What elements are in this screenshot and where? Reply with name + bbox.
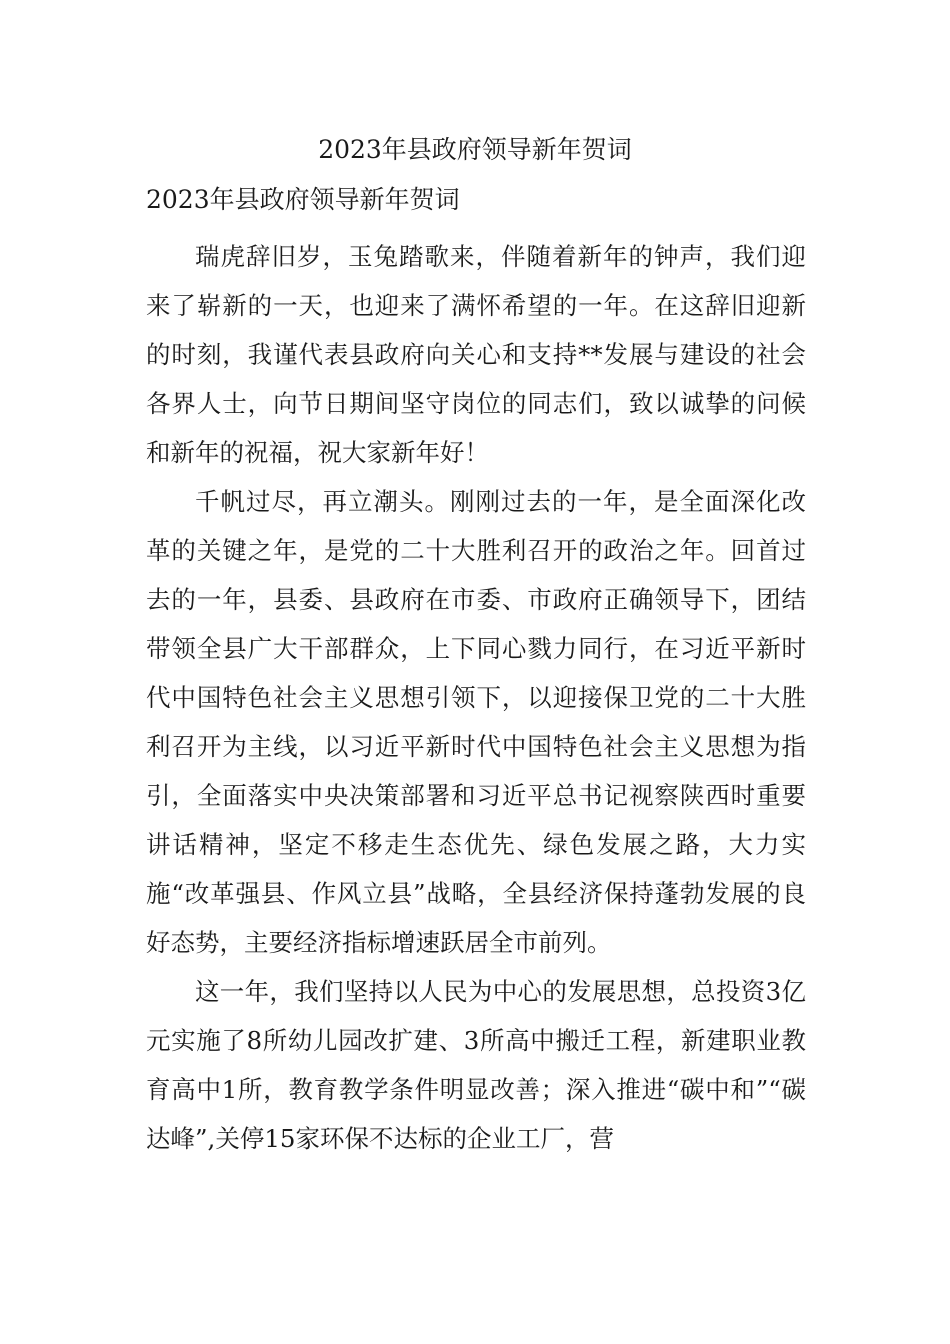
document-subtitle: 2023年县政府领导新年贺词 bbox=[146, 185, 460, 214]
paragraph-achievements: 这一年，我们坚持以人民为中心的发展思想，总投资3亿元实施了8所幼儿园改扩建、3所高中搬迁工程，新建职业教育高中1所，教育教学条件明显改善；深入推进“碳中和”“碳达峰”,关停15家环保不达标的企业工厂，营 bbox=[146, 977, 806, 1153]
document-title: 2023年县政府领导新年贺词 bbox=[318, 135, 632, 164]
paragraph-review: 千帆过尽，再立潮头。刚刚过去的一年，是全面深化改革的关键之年，是党的二十大胜利召开的政治之年。回首过去的一年，县委、县政府在市委、市政府正确领导下，团结带领全县广大干部群众，上下同心戮力同行，在习近平新时代中国特色社会主义思想引领下，以迎接保卫党的二十大胜利召开为主线，以习近平新时代中国特色社会主义思想为指引，全面落实中央决策部署和习近平总书记视察陕西时重要讲话精神，坚定不移走生态优先、绿色发展之路，大力实施“改革强县、作风立县”战略，全县经济保持蓬勃发展的良好态势，主要经济指标增速跃居全市前列。 bbox=[146, 487, 806, 957]
document-body bbox=[146, 232, 806, 1163]
paragraph-greeting: 瑞虎辞旧岁，玉兔踏歌来，伴随着新年的钟声，我们迎来了崭新的一天，也迎来了满怀希望的一年。在这辞旧迎新的时刻，我谨代表县政府向关心和支持**发展与建设的社会各界人士，向节日期间坚守岗位的同志们，致以诚挚的问候和新年的祝福，祝大家新年好！ bbox=[146, 242, 806, 467]
